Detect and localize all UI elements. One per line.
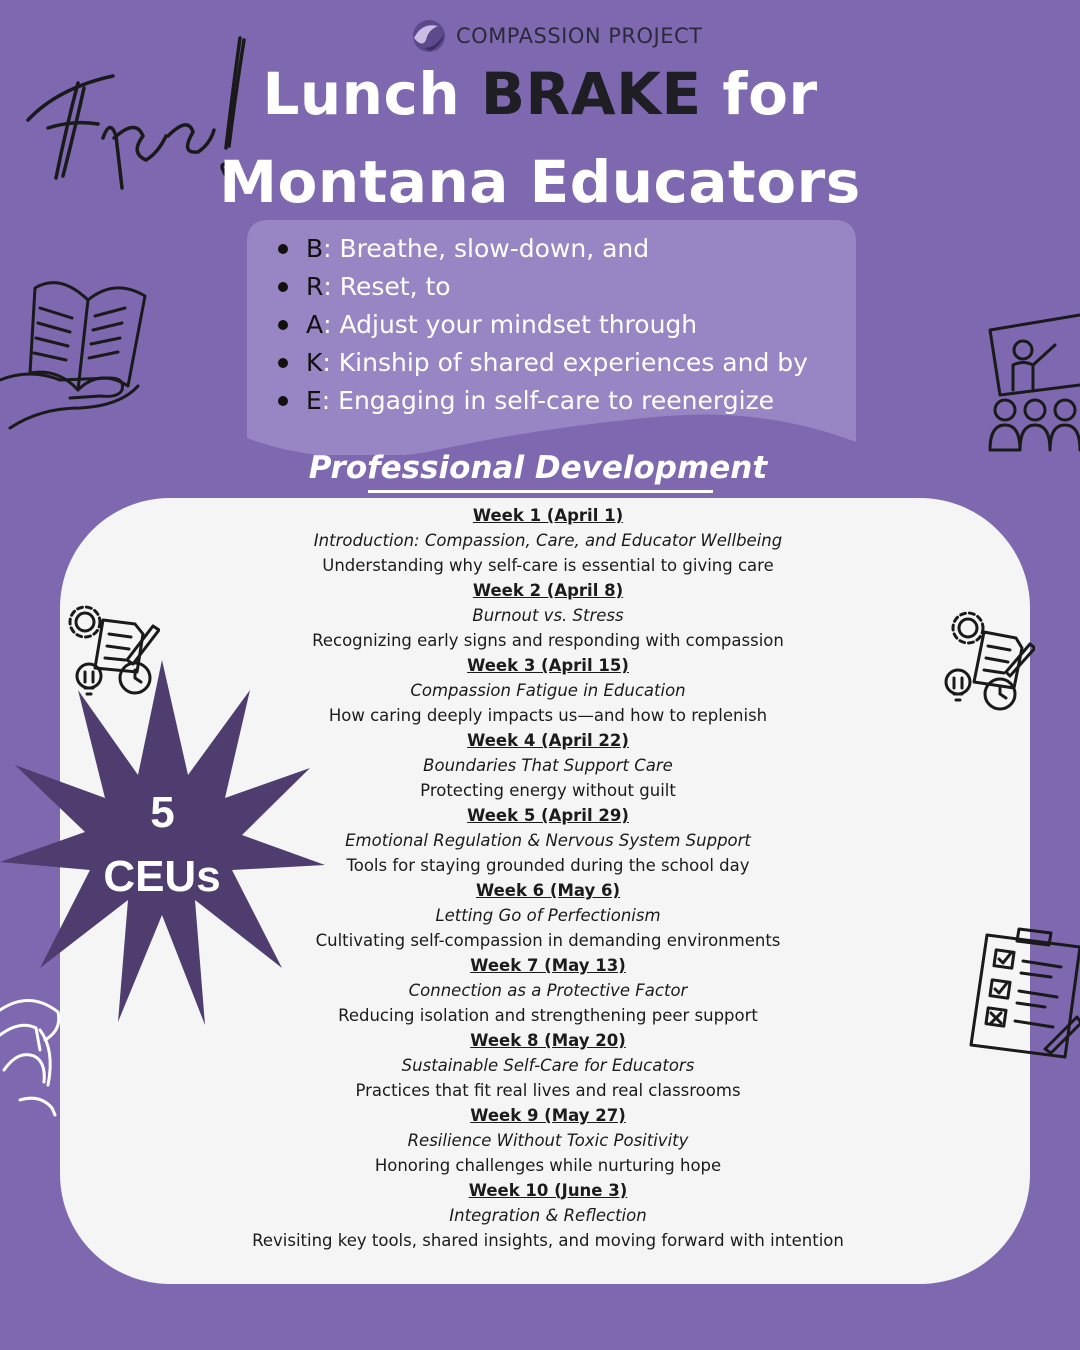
- week-heading: Week 8 (May 20): [470, 1031, 626, 1050]
- brake-item: K : Kinship of shared experiences and by: [278, 344, 808, 382]
- week-title: Integration & Reflection: [449, 1206, 647, 1225]
- week-description: Protecting energy without guilt: [420, 781, 676, 800]
- bullet-icon: [278, 358, 288, 368]
- planning-tools-icon: [940, 610, 1035, 714]
- week-item: [160, 1178, 936, 1253]
- brake-item: R : Reset, to: [278, 268, 808, 306]
- bullet-icon: [278, 320, 288, 330]
- week-description: Cultivating self-compassion in demanding environments: [315, 931, 781, 950]
- week-description: Practices that fit real lives and real classrooms: [355, 1081, 741, 1100]
- title-line-2: Montana Educators: [219, 148, 861, 216]
- logo-text: COMPASSION PROJECT: [456, 24, 703, 48]
- logo: [408, 18, 703, 54]
- week-title: Sustainable Self-Care for Educators: [401, 1056, 695, 1075]
- section-title: Professional Development: [308, 450, 768, 486]
- week-item: [160, 578, 936, 653]
- bullet-icon: [278, 244, 288, 254]
- brake-item: B : Breathe, slow-down, and: [278, 230, 808, 268]
- compassion-project-logo-icon: [408, 18, 450, 54]
- week-item: [160, 503, 936, 578]
- ceu-label: CEUs: [103, 852, 221, 901]
- week-title: Resilience Without Toxic Positivity: [407, 1131, 689, 1150]
- week-heading: Week 2 (April 8): [472, 581, 624, 600]
- ceu-number: 5: [150, 788, 175, 837]
- book-hand-icon: [0, 268, 150, 438]
- brake-item: A : Adjust your mindset through: [278, 306, 808, 344]
- week-title: Letting Go of Perfectionism: [435, 906, 661, 925]
- week-title: Emotional Regulation & Nervous System Support: [345, 831, 751, 850]
- ceu-star-shape: [0, 660, 325, 1025]
- section-title-underline: [368, 490, 713, 493]
- week-description: Reducing isolation and strengthening peer support: [338, 1006, 758, 1025]
- week-title: Burnout vs. Stress: [472, 606, 624, 625]
- title-brake-word: BRAKE: [480, 60, 702, 128]
- week-description: Revisiting key tools, shared insights, and moving forward with intention: [252, 1231, 844, 1250]
- teacher-classroom-icon: [985, 310, 1080, 460]
- week-description: Tools for staying grounded during the school day: [346, 856, 750, 875]
- week-item: [160, 1028, 936, 1103]
- bullet-icon: [278, 282, 288, 292]
- week-heading: Week 10 (June 3): [468, 1181, 628, 1200]
- ceu-star-badge: [0, 660, 325, 1025]
- week-title: Compassion Fatigue in Education: [410, 681, 686, 700]
- week-title: Connection as a Protective Factor: [408, 981, 688, 1000]
- bullet-icon: [278, 396, 288, 406]
- week-description: Honoring challenges while nurturing hope: [374, 1156, 722, 1175]
- week-title: Introduction: Compassion, Care, and Educator Wellbeing: [313, 531, 783, 550]
- page-title: [200, 50, 880, 226]
- week-heading: Week 6 (May 6): [475, 881, 621, 900]
- week-heading: Week 5 (April 29): [467, 806, 629, 825]
- week-description: How caring deeply impacts us—and how to replenish: [328, 706, 768, 725]
- brake-item: E : Engaging in self-care to reenergize: [278, 382, 808, 420]
- title-line-1: Lunch BRAKE for: [262, 60, 818, 128]
- week-heading: Week 9 (May 27): [470, 1106, 626, 1125]
- week-item: [160, 1103, 936, 1178]
- week-heading: Week 3 (April 15): [467, 656, 629, 675]
- week-heading: Week 1 (April 1): [472, 506, 624, 525]
- week-description: Understanding why self-care is essential to giving care: [322, 556, 774, 575]
- week-heading: Week 4 (April 22): [467, 731, 629, 750]
- brake-list: [278, 230, 808, 420]
- week-title: Boundaries That Support Care: [423, 756, 673, 775]
- checklist-icon: [965, 925, 1080, 1060]
- week-description: Recognizing early signs and responding with compassion: [312, 631, 784, 650]
- week-heading: Week 7 (May 13): [470, 956, 626, 975]
